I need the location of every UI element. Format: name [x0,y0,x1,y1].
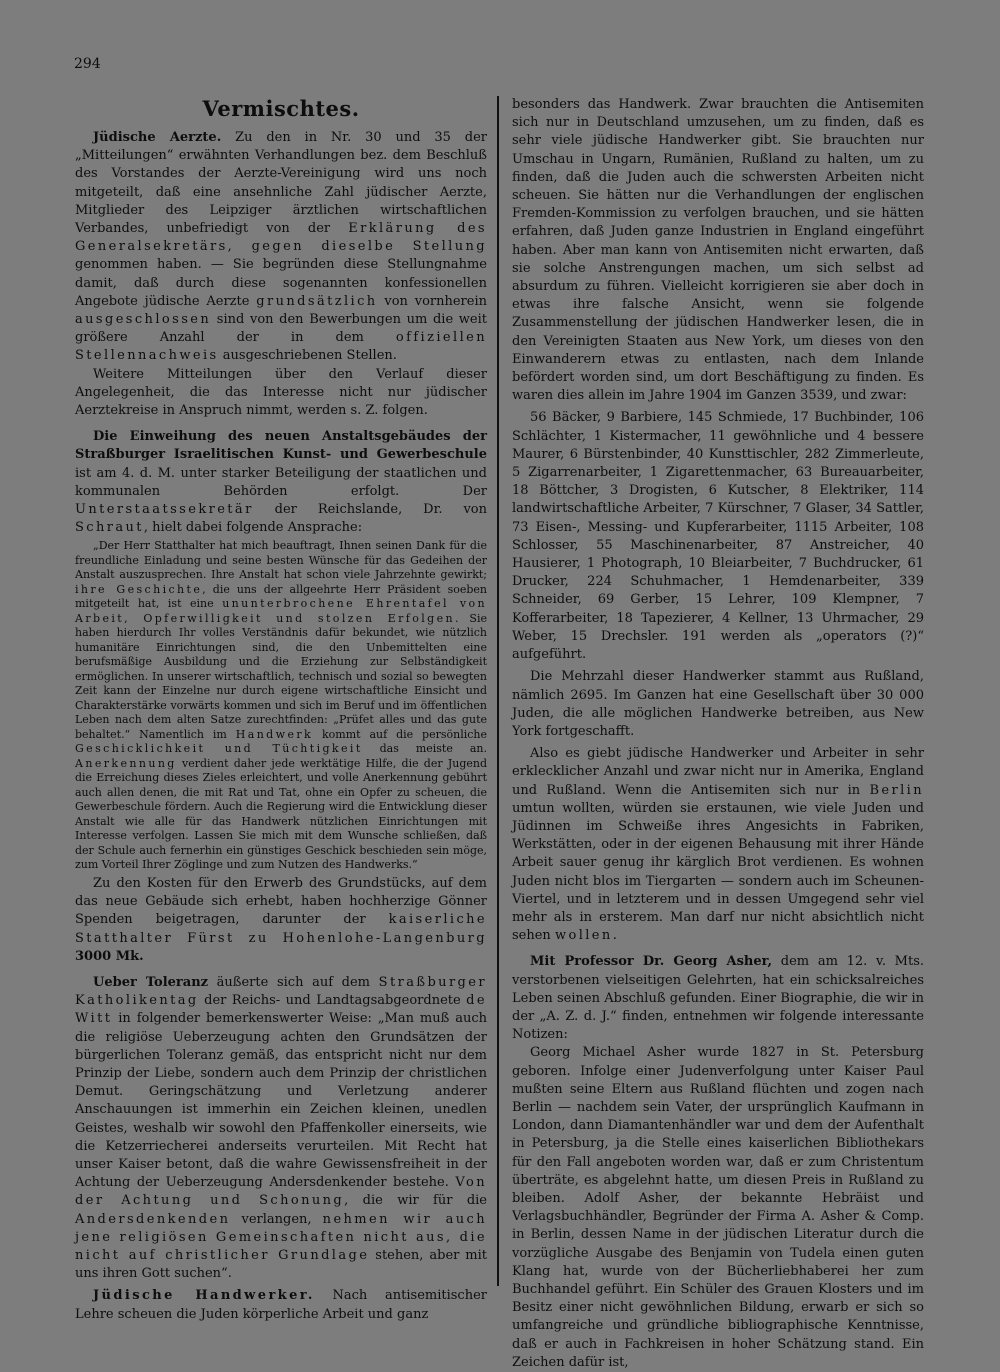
spaced-text: Straßburger Katholikentag [75,974,487,1009]
text: stehen, aber mit uns ihren Gott suchen“. [75,1248,487,1282]
paragraph: Weitere Mitteilungen über den Verlauf dieser Angelegenheit, die das Interesse nicht nur jüdischer Aerztekreise in Anspruch nimmt, werden s. Z. folgen. [75,366,487,419]
spaced-text: Andersdenkenden [75,1211,231,1227]
column-divider [497,96,499,1286]
text: Nach antisemitischer Lehre scheuen die Juden körperliche Arbeit und ganz [75,1288,487,1322]
spaced-text: nehmen wir auch jene religiösen Gemeinschaften nicht aus, die nicht auf christlicher Grundlage [75,1211,487,1264]
text: äußerte sich auf dem [208,974,379,990]
paragraph: Georg Michael Asher wurde 1827 in St. Petersburg geboren. Infolge einer Judenverfolgung unter Kaiser Paul mußten seine Eltern aus Rußland flüchten und zogen nach Berlin — nachdem sein Vater, der ursprünglich Kaufmann in London, dann Diamantenhändler war und dem der Aufenthalt in Petersburg, ja die Stelle eines kaiserlichen Bibliothekars für den Fall angeboten worden war, daß er zum Christentum überträte, es abgelehnt hatte, um diesen Preis in Rußland zu bleiben. Adolf Asher, der bekannte Hebräist und Verlagsbuchhändler, Begründer der Firma A. Asher & Comp. in Berlin, dessen Name in der jüdischen Literatur durch die vorzügliche Ausgabe des Benjamin von Tudela einen guten Klang hat, wurde von der Bücherliebhaberei her zum Buchhandel geführt. Ein Schüler des Grauen Klosters und im Besitz einer nicht gewöhnlichen Bildung, erwarb er sich so umfangreiche und gründliche bibliographische Kenntnisse, daß er auch in Fachkreisen in hoher Schätzung stand. Ein Zeichen dafür ist, [512,1045,924,1370]
spaced-text: grundsätzlich [256,293,378,309]
right-column [512,96,924,1372]
article-juedische-aerzte [75,129,487,366]
article-einweihung [75,428,487,537]
page-number: 294 [74,56,101,72]
spaced-text: Anerkennung [75,756,177,770]
spaced-text: Geschicklichkeit und Tüchtigkeit [75,742,363,756]
text: dem am 12. v. Mts. verstorbenen vielseitigen Gelehrten, hat ein schicksalreiches Leben seinen Abschluß gefunden. Einer Biographie, die wir in der „A. Z. d. J.“ finden, entnehmen wir folgende interessante Notizen: [512,954,925,1043]
spacer [75,966,487,974]
spacer [75,420,487,428]
spaced-text: ununterbrochene Ehrentafel von Arbeit, Opferwilligkeit und stolzen Erfolgen [75,597,488,625]
article-heading: Jüdische Handwerker. [93,1288,315,1304]
text: . Sie haben hierdurch Ihr volles Verständnis dafür bekundet, wie nützlich humanitäre Einrichtungen sind, die den Unbemittelten eine berufsmäßige Ausbildung und die Erziehung zur Selbständigkeit ermöglichen. In unserer wirtschaftlich, technisch und sozial so bewegten Zeit kann der Einzelne nur durch eigene wirtschaftliche Einsicht und Charakterstärke vorwärts kommen und sich im Beruf und im öffentlichen Leben nach dem alten Satze zurechtfinden: „Prüfet alles und das gute behaltet.“ Namentlich im [75,611,487,741]
article-toleranz [75,974,487,1283]
spaced-text: Von der Achtung und Schonung [75,1175,487,1209]
left-column [75,96,487,1324]
text: . [612,928,617,944]
text: der Reichslande, Dr. von [253,502,487,518]
spaced-text: de Witt [75,993,487,1027]
paragraph-kosten [75,875,487,966]
spaced-text: offiziellen Stellennachweis [75,330,487,364]
spacer [512,945,924,953]
text: genommen haben. — Sie begründen diese Stellungnahme damit, daß durch diese sogenannten konfessionellen Angebote jüdische Aerzte [75,257,487,309]
text: ausgeschriebenen Stellen. [218,348,397,364]
spaced-text: Unterstaatssekretär [75,502,254,518]
text: Zu den Kosten für den Erwerb des Grundstücks, auf dem das neue Gebäude sich erhebt, haben hochherzige Gönner Spenden beigetragen, darunter der [75,875,487,928]
text: der Reichs- und Landtagsabgeordnete [198,993,467,1009]
spaced-text: ausgeschlossen [75,312,212,328]
article-heading: Die Einweihung des neuen Anstaltsgebäudes der Straßburger Israelitischen Kunst- und Gewerbeschule [75,429,487,463]
text: verdient daher jede werktätige Hilfe, die der Jugend die Erreichung dieses Zieles erleichtert, und volle Anerkennung gebührt auch allen denen, die mit Rat und Tat, ohne ein Opfer zu scheuen, die Gewerbeschule fördern. Auch die Regierung wird die Entwicklung dieser Anstalt wie alle für das Handwerk nützlichen Einrichtungen mit Interesse verfolgen. Lassen Sie mich mit dem Wunsche schließen, daß der Schule auch fernerhin ein günstiges Geschick beschieden sein möge, zum Vorteil Ihrer Zöglinge und zum Nutzen des Handwerks.“ [75,756,487,872]
text: , die wir für die [344,1193,487,1209]
spaced-text: Schraut [75,520,144,536]
paragraph: Die Mehrzahl dieser Handwerker stammt aus Rußland, nämlich 2695. Im Ganzen hat eine Gesellschaft über 30 000 Juden, die alle möglichen Handwerke betreiben, aus New York fortgeschafft. [512,669,924,739]
text: 3000 Mk. [75,948,144,964]
text: das meiste an. [362,742,487,756]
spaced-text: Handwerk [235,727,314,741]
text: Zu den in Nr. 30 und 35 der „Mitteilungen“ erwähnten Verhandlungen bez. dem Beschluß des Vorstandes der Aerzte-Vereinigung wird uns noch mitgeteilt, daß eine ansehnliche Zahl jüdischer Aerzte, Mitglieder des Leipziger ärztlichen wirtschaftlichen Verbandes, unbefriedigt von der [75,130,487,237]
spaced-text: ihre Geschichte [75,582,203,596]
quote-block [75,539,487,873]
article-heading: Mit Professor Dr. Georg Asher, [530,954,773,970]
craftsmen-list: 56 Bäcker, 9 Barbiere, 145 Schmiede, 17 Buchbinder, 106 Schlächter, 1 Kistermacher, 11 gewöhnliche und 4 bessere Maurer, 6 Bürstenbinder, 40 Kunsttischler, 282 Zimmerleute, 5 Zigarrenarbeiter, 1 Zigarettenmacher, 63 Bureauarbeiter, 18 Böttcher, 3 Drogisten, 6 Kutscher, 8 Elektriker, 114 landwirtschaftliche Arbeiter, 7 Kürschner, 7 Glaser, 34 Sattler, 73 Eisen-, Messing- und Kupferarbeiter, 1115 Arbeiter, 108 Schlosser, 55 Maschinenarbeiter, 87 Anstreicher, 40 Hausierer, 1 Photograph, 10 Bleiarbeiter, 7 Buchdrucker, 61 Drucker, 224 Schuhmacher, 1 Hemdenarbeiter, 339 Schneider, 69 Gerber, 15 Lehrer, 109 Klempner, 7 Kofferarbeiter, 18 Tapezierer, 4 Kellner, 13 Uhrmacher, 29 Weber, 15 Drechsler. 191 werden als „operators (?)“ aufgeführt. [512,410,924,663]
spaced-text: kaiserliche Statthalter Fürst zu Hohenlohe-Langenburg [75,912,487,946]
text: in folgender bemerkenswerter Weise: „Man muß auch die religiöse Ueberzeugung achten den Grundsätzen der bürgerlichen Toleranz gemäß, das entspricht nicht nur dem Prinzip der Liebe, sondern auch dem Prinzip der christlichen Demut. Geringschätzung und Verletzung anderer Anschauungen ist immerhin ein Zeichen kleinen, unedlen Geistes, weshalb wir sowohl den Pfaffenkoller einerseits, wie die Ketzerriecherei anderseits verurteilen. Mit Recht hat unser Kaiser betont, daß die wahre Gewissensfreiheit in der Achtung der Ueberzeugung Andersdenkender bestehe. [75,1011,487,1191]
spaced-text: Berlin [869,782,924,798]
text: von vornherein [377,293,487,309]
text: , hielt dabei folgende Ansprache: [143,520,363,536]
section-title: Vermischtes. [202,96,360,121]
article-heading: Jüdische Aerzte. [93,130,222,145]
article-asher [512,953,924,1044]
text: sind von den Bewerbungen um die weit größere Anzahl der in dem [75,312,487,346]
article-handwerker [75,1287,487,1323]
paragraph: besonders das Handwerk. Zwar brauchten die Antisemiten sich nur in Deutschland umzusehen, um zu finden, daß es sehr viele jüdische Handwerker gibt. Sie brauchten nur Umschau in Ungarn, Rumänien, Rußland zu halten, um zu finden, daß die Juden auch die schwersten Arbeiten nicht scheuen. Sie hätten nur die Verhandlungen der englischen Fremden-Kommission zu verfolgen brauchen, und sie hätten erfahren, daß Juden ganze Industrien in England eingeführt haben. Aber man kann von Antisemiten nicht erwarten, daß sie solche Anstrengungen machen, um sich selbst ad absurdum zu führen. Vielleicht korrigieren sie aber doch in etwas ihre falsche Ansicht, wenn sie folgende Zusammenstellung der jüdischen Handwerker lesen, die in den Vereinigten Staaten aus New York, um dieses von den Einwanderern etwas zu entlasten, nach dem Inlande befördert worden sind, um dort Beschäftigung zu finden. Es waren dies allein im Jahre 1904 im Ganzen 3539, und zwar: [512,97,924,404]
spaced-text: wollen [554,928,613,944]
text: „Der Herr Statthalter hat mich beauftragt, Ihnen seinen Dank für die freundliche Einladung und seine besten Wünsche für das Gedeihen der Anstalt auszusprechen. Ihre Anstalt hat schon viele Jahrzehnte gewirkt; [75,539,487,582]
text: , die uns der allgeehrte Herr Präsident soeben mitgeteilt hat, ist eine [75,582,487,611]
text: Also es giebt jüdische Handwerker und Arbeiter in sehr erklecklicher Anzahl und zwar nicht nur in Amerika, England und Rußland. Wenn die Antisemiten sich nur in [512,746,924,798]
spaced-text: Erklärung des Generalsekretärs, gegen dieselbe Stellung [75,221,487,255]
article-heading: Ueber Toleranz [93,974,209,990]
text: kommt auf die persönliche [313,727,487,741]
text: verlangen, [230,1211,323,1227]
text: umtun wollten, würden sie erstaunen, wie viele Juden und Jüdinnen im Schweiße ihres Angesichts in Fabriken, Werkstätten, oder in der eigenen Behausung mit ihrer Hände Arbeit sauer genug ihr kärglich Brot verdienen. Es wohnen Juden nicht blos im Tiergarten — sondern auch im Scheunen-Viertel, und in letzterem und in dessen Umgegend sehr viel mehr als in ersterem. Man darf nur nicht absichtlich nicht sehen [512,800,924,944]
paragraph [512,745,924,945]
text: ist am 4. d. M. unter starker Beteiligung der staatlichen und kommunalen Behörden erfolgt. Der [75,465,487,499]
